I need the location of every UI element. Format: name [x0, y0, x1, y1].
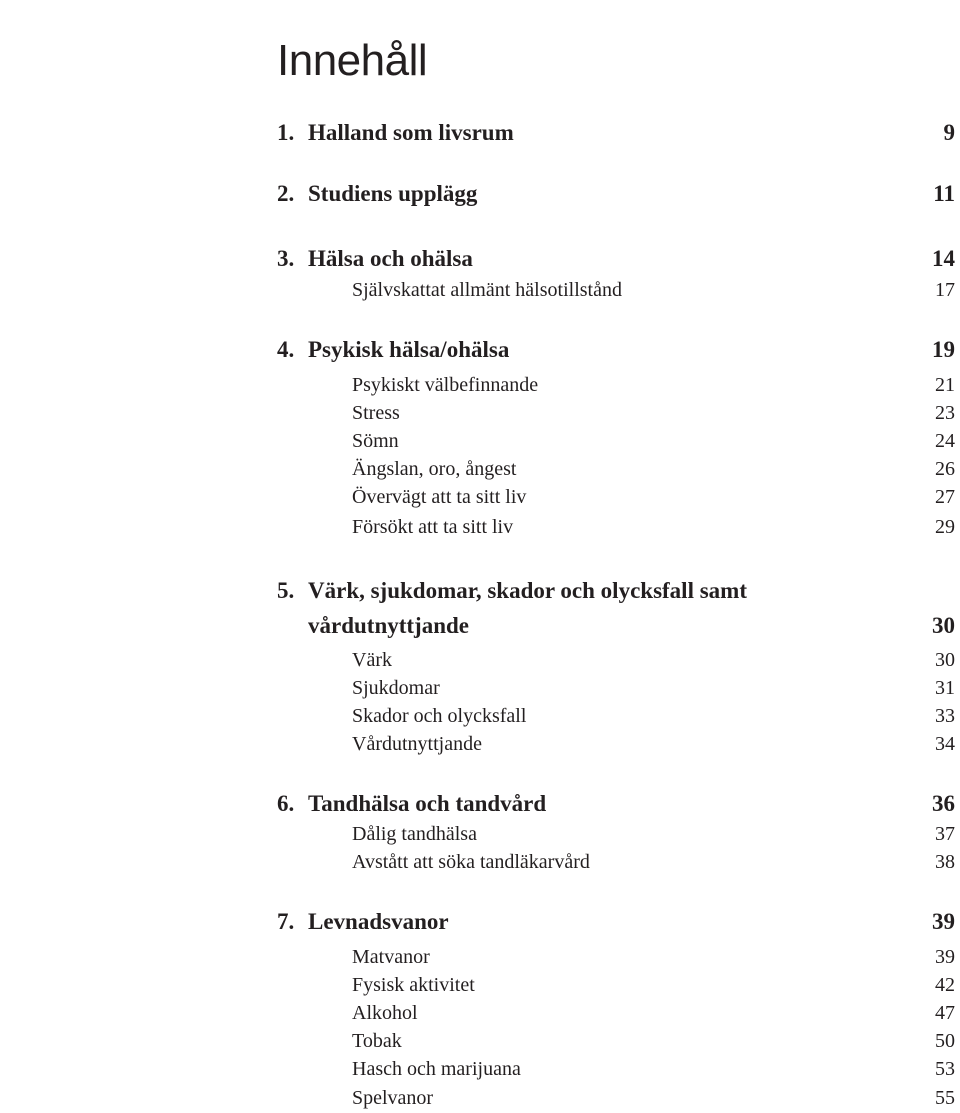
subsection-title: Hasch och marijuana — [352, 1058, 521, 1080]
page-number: 17 — [935, 279, 955, 301]
toc-subsection[interactable] — [0, 1056, 955, 1082]
subsection-title: Alkohol — [352, 1002, 418, 1024]
chapter-number: 7. — [277, 909, 295, 934]
toc-subsection[interactable] — [0, 821, 955, 847]
subsection-title: Stress — [352, 402, 400, 424]
page-number: 30 — [935, 649, 955, 671]
chapter-number: 2. — [277, 181, 295, 206]
chapter-title: Studiens upplägg — [308, 181, 478, 206]
chapter-title: Hälsa och ohälsa — [308, 246, 473, 271]
chapter-number: 1. — [277, 120, 295, 145]
toc-subsection[interactable] — [0, 484, 955, 510]
subsection-title: Dålig tandhälsa — [352, 823, 477, 845]
page-number: 23 — [935, 402, 955, 424]
subsection-title: Ängslan, oro, ångest — [352, 458, 517, 480]
chapter-title-continued: vårdutnyttjande — [308, 613, 470, 638]
page-number: 30 — [932, 613, 955, 638]
subsection-title: Tobak — [352, 1030, 402, 1052]
toc-subsection[interactable] — [0, 972, 955, 998]
toc-subsection[interactable] — [0, 1085, 955, 1111]
subsection-title: Värk — [352, 649, 392, 671]
page-number: 50 — [935, 1030, 955, 1052]
subsection-title: Skador och olycksfall — [352, 705, 527, 727]
subsection-title: Självskattat allmänt hälsotillstånd — [352, 279, 622, 301]
toc-chapter-5[interactable] — [0, 576, 955, 606]
toc-chapter-3[interactable] — [0, 244, 955, 274]
toc-subsection[interactable] — [0, 1000, 955, 1026]
page-number: 24 — [935, 430, 955, 452]
toc-subsection[interactable] — [0, 944, 955, 970]
toc-chapter-4[interactable] — [0, 335, 955, 365]
subsection-title: Sjukdomar — [352, 677, 440, 699]
subsection-title: Matvanor — [352, 946, 430, 968]
toc-chapter-6[interactable] — [0, 789, 955, 819]
page-number: 21 — [935, 374, 955, 396]
page-number: 33 — [935, 705, 955, 727]
subsection-title: Avstått att söka tandläkarvård — [352, 851, 590, 873]
toc-chapter-1[interactable] — [0, 118, 955, 148]
toc-subsection[interactable] — [0, 675, 955, 701]
subsection-title: Övervägt att ta sitt liv — [352, 486, 527, 508]
chapter-number: 4. — [277, 337, 295, 362]
toc-subsection[interactable] — [0, 277, 955, 303]
toc-subsection[interactable] — [0, 428, 955, 454]
toc-subsection[interactable] — [0, 731, 955, 757]
page-number: 11 — [933, 181, 955, 206]
chapter-title: Tandhälsa och tandvård — [308, 791, 547, 816]
toc-subsection[interactable] — [0, 1028, 955, 1054]
page-number: 53 — [935, 1058, 955, 1080]
page-number: 29 — [935, 516, 955, 538]
page-number: 31 — [935, 677, 955, 699]
page-number: 37 — [935, 823, 955, 845]
subsection-title: Psykiskt välbefinnande — [352, 374, 539, 396]
page-number: 9 — [943, 120, 955, 145]
chapter-number: 3. — [277, 246, 295, 271]
toc-subsection[interactable] — [0, 456, 955, 482]
page-number: 39 — [932, 909, 955, 934]
toc-subsection[interactable] — [0, 703, 955, 729]
subsection-title: Sömn — [352, 430, 399, 452]
page-number: 19 — [932, 337, 955, 362]
page-title: Innehåll — [277, 36, 428, 85]
page-number: 36 — [932, 791, 955, 816]
toc-subsection[interactable] — [0, 647, 955, 673]
toc-subsection[interactable] — [0, 372, 955, 398]
chapter-title: Värk, sjukdomar, skador och olycksfall samt — [308, 578, 747, 603]
toc-chapter-2[interactable] — [0, 179, 955, 209]
toc-chapter-7[interactable] — [0, 907, 955, 937]
toc-subsection[interactable] — [0, 400, 955, 426]
subsection-title: Fysisk aktivitet — [352, 974, 475, 996]
page-number: 34 — [935, 733, 955, 755]
page-number: 27 — [935, 486, 955, 508]
toc-subsection[interactable] — [0, 514, 955, 540]
chapter-title: Psykisk hälsa/ohälsa — [308, 337, 510, 362]
page-number: 42 — [935, 974, 955, 996]
toc-subsection[interactable] — [0, 849, 955, 875]
toc-chapter-5-continued[interactable] — [0, 611, 955, 641]
chapter-number: 6. — [277, 791, 295, 816]
subsection-title: Vårdutnyttjande — [352, 733, 482, 755]
chapter-number: 5. — [277, 578, 295, 603]
page-number: 38 — [935, 851, 955, 873]
page-number: 26 — [935, 458, 955, 480]
page-number: 39 — [935, 946, 955, 968]
page-number: 47 — [935, 1002, 955, 1024]
page-number: 55 — [935, 1087, 955, 1109]
page-number: 14 — [932, 246, 955, 271]
subsection-title: Spelvanor — [352, 1087, 434, 1109]
chapter-title: Levnadsvanor — [308, 909, 449, 934]
chapter-title: Halland som livsrum — [308, 120, 514, 145]
subsection-title: Försökt att ta sitt liv — [352, 516, 514, 538]
